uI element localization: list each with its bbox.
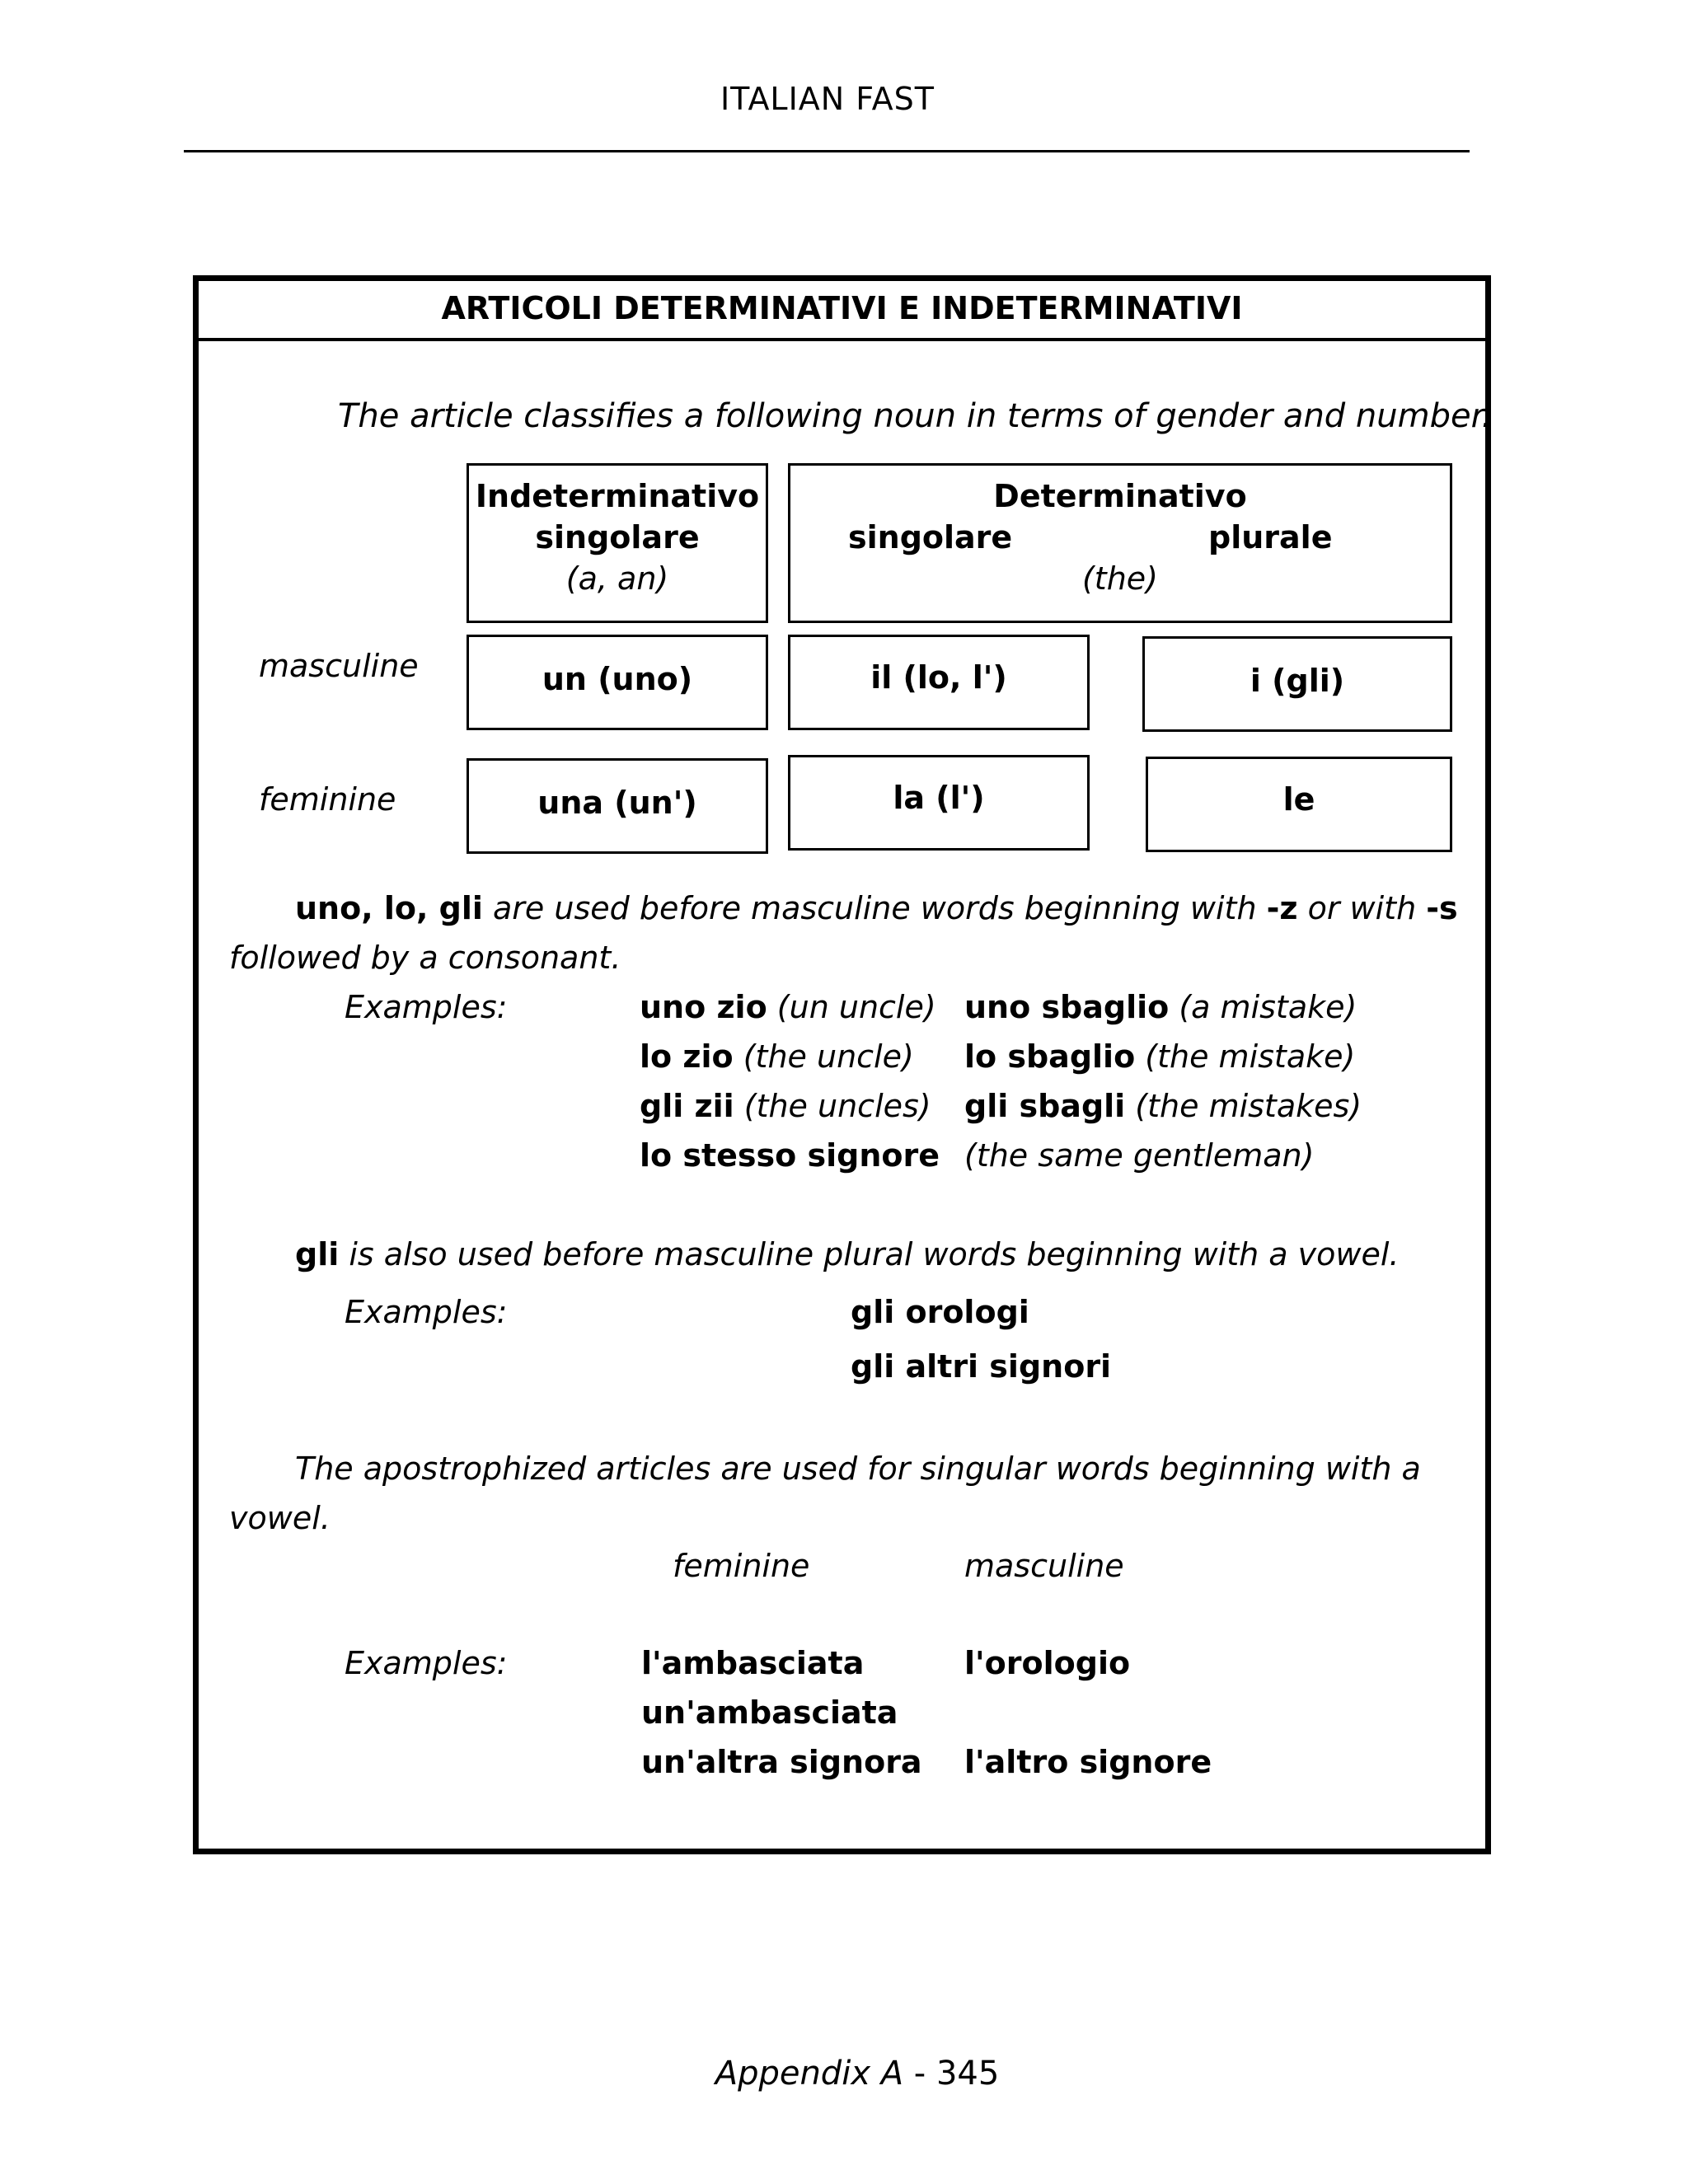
running-head: ITALIAN FAST: [720, 81, 935, 117]
intro-text: The article classifies a following noun in terms of gender and number.: [338, 397, 1493, 435]
example-translation: (a mistake): [1179, 989, 1357, 1025]
cell-feminine-det-plural: [1146, 757, 1452, 852]
rule3-example-feminine: l'ambasciata: [641, 1645, 865, 1681]
rule1-or-with: or with: [1297, 890, 1427, 926]
determinativo-header-box: [788, 463, 1452, 623]
rule1-example-row: [964, 1086, 1362, 1126]
appendix-label: Appendix A: [715, 2055, 904, 2093]
cell-text: le: [1282, 781, 1315, 818]
determinativo-label: Determinativo: [993, 478, 1247, 514]
indeterminativo-singolare-label: singolare: [535, 519, 700, 555]
footer-separator: -: [903, 2055, 936, 2093]
determinativo-singolare-label: singolare: [848, 519, 1013, 555]
cell-text: una (un'): [537, 785, 697, 821]
rule3-line2: vowel.: [229, 1500, 331, 1536]
rule1-example-row: [640, 1037, 914, 1076]
cell-masculine-indet: [467, 635, 768, 730]
rule1-z: -z: [1266, 890, 1298, 926]
example-word: lo stesso signore: [640, 1137, 940, 1174]
determinativo-translation: (the): [1081, 560, 1158, 597]
example-word: lo sbaglio: [964, 1038, 1136, 1075]
example-translation: (the same gentleman): [964, 1137, 1315, 1174]
example-translation: (the uncles): [743, 1088, 931, 1124]
rule3-example-feminine: un'altra signora: [641, 1744, 922, 1780]
section-title: ARTICOLI DETERMINATIVI E INDETERMINATIVI: [441, 290, 1243, 326]
cell-text: i (gli): [1250, 663, 1345, 699]
cell-text: il (lo, l'): [870, 659, 1007, 696]
cell-feminine-det-singular: [788, 755, 1090, 851]
example-translation: (the uncle): [743, 1038, 914, 1075]
rule1-lead: uno, lo, gli: [295, 890, 483, 926]
example-word: uno sbaglio: [964, 989, 1170, 1025]
rule1-s: -s: [1426, 890, 1458, 926]
rule3-example-masculine: l'altro signore: [964, 1744, 1212, 1780]
rule3-example-feminine: un'ambasciata: [641, 1694, 898, 1731]
page-number: 345: [935, 2055, 1000, 2093]
cell-text: un (uno): [542, 661, 693, 697]
rule2-lead: gli: [295, 1236, 340, 1272]
cell-text: la (l'): [893, 780, 985, 816]
rule1-examples-label: Examples:: [345, 989, 508, 1025]
example-word: gli sbagli: [964, 1088, 1126, 1124]
rule3-examples-label: Examples:: [345, 1645, 508, 1681]
cell-masculine-det-plural: [1142, 636, 1452, 732]
header-rule: [184, 150, 1470, 152]
indeterminativo-label: Indeterminativo: [475, 478, 760, 514]
row-label-feminine: feminine: [259, 781, 396, 818]
example-translation: (un uncle): [776, 989, 936, 1025]
example-word: uno zio: [640, 989, 767, 1025]
rule3-line1: The apostrophized articles are used for singular words beginning with a: [295, 1451, 1421, 1487]
rule3-col-masculine: masculine: [964, 1548, 1124, 1584]
rule1-line2: followed by a consonant.: [229, 940, 621, 976]
rule1-example-row: [640, 1086, 931, 1126]
rule1-text: are used before masculine words beginning with: [482, 890, 1267, 926]
indeterminativo-header-box: [467, 463, 768, 623]
example-translation: (the mistakes): [1135, 1088, 1362, 1124]
rule2-example: gli orologi: [851, 1294, 1029, 1330]
example-word: gli zii: [640, 1088, 734, 1124]
rule2-examples-label: Examples:: [345, 1294, 508, 1330]
cell-masculine-det-singular: [788, 635, 1090, 730]
rule3-example-masculine: l'orologio: [964, 1645, 1131, 1681]
rule1-example-row: [640, 987, 936, 1027]
determinativo-plurale-label: plurale: [1208, 519, 1333, 555]
rule2-text: is also used before masculine plural words beginning with a vowel.: [339, 1236, 1400, 1272]
example-translation: (the mistake): [1145, 1038, 1356, 1075]
indeterminativo-translation: (a, an): [565, 560, 669, 597]
frame-title-rule: [199, 338, 1485, 341]
page-footer: [0, 2055, 1688, 2093]
rule1-example-row: [964, 1037, 1355, 1076]
rule2-example: gli altri signori: [851, 1348, 1112, 1385]
rule2-line: [295, 1235, 1400, 1274]
rule3-col-feminine: feminine: [673, 1548, 810, 1584]
rule1-line1: [295, 888, 1458, 928]
row-label-masculine: masculine: [259, 648, 419, 684]
rule1-example-row: [964, 987, 1357, 1027]
cell-feminine-indet: [467, 758, 768, 854]
example-word: lo zio: [640, 1038, 734, 1075]
